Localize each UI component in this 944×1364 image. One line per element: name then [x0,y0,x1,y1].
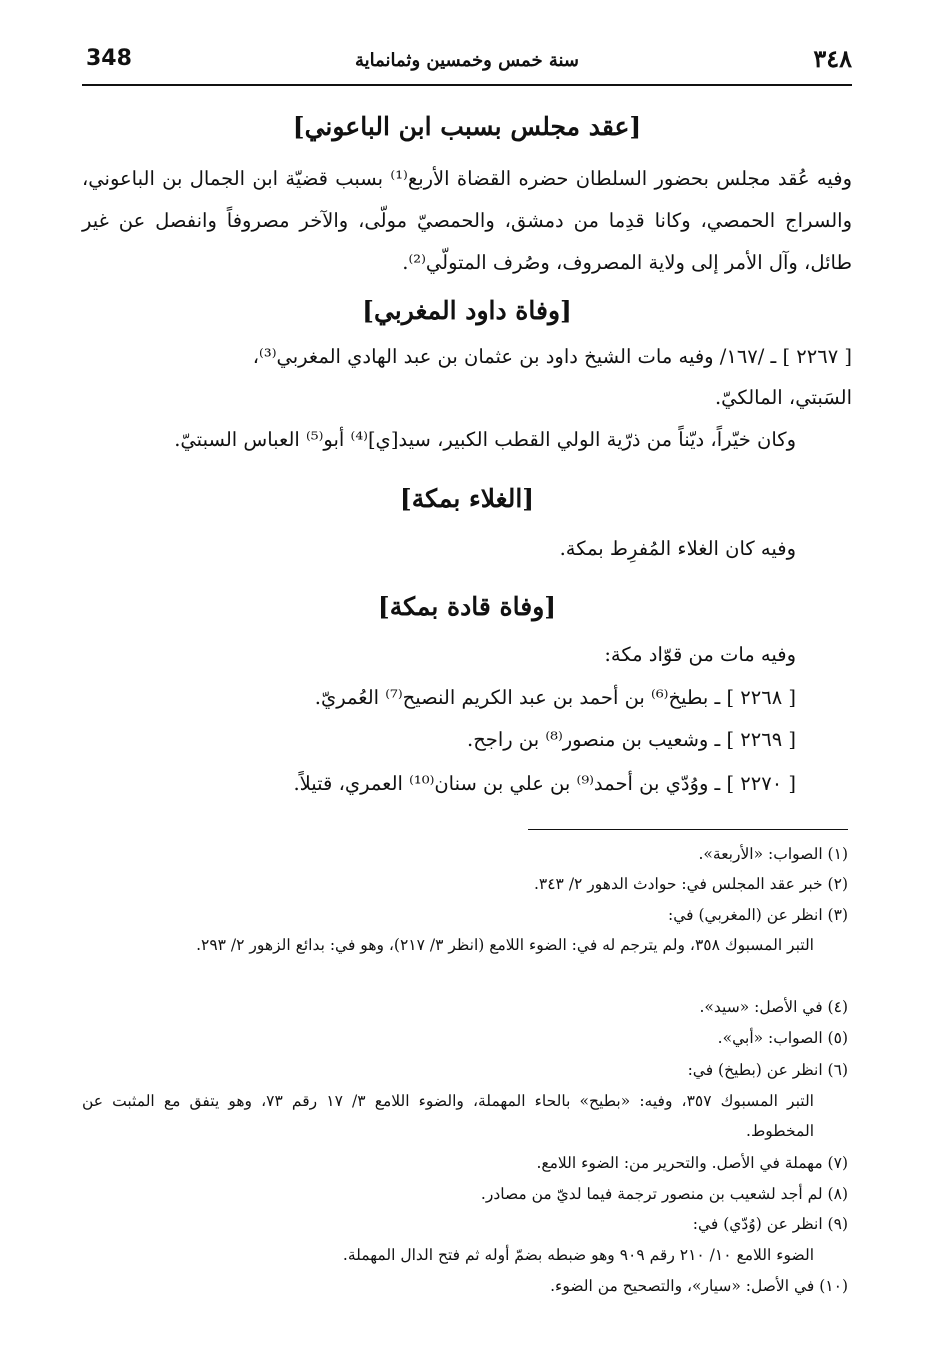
footnote: (٥) الصواب: «أبي». [717,1029,848,1047]
section-heading: [عقد مجلس بسبب ابن الباعوني] [292,112,642,141]
footnote: (٢) خبر عقد المجلس في: حوادث الدهور ٢/ ٣٤٣. [533,875,848,893]
page-number-latin: 348 [86,46,132,71]
running-title: سنة خمس وخمسين وثمانماية [354,50,579,71]
footnote: (١) الصواب: «الأربعة». [698,845,848,863]
entry-line: [ ٢٢٦٩ ] ـ وشعيب بن منصور⁽⁸⁾ بن راجح. [467,728,796,751]
entry-line: وفيه مات من قوّاد مكة: [604,643,796,666]
footnote-continuation: التبر المسبوك ٣٥٧، وفيه: «بطيح» بالحاء المهملة، والضوء اللامع ٣/ ١٧ رقم ٧٣، وهو يتفق مع المثبت عن المخطوط. [82,1092,814,1140]
section-heading: [الغلاء بمكة] [399,484,535,513]
footnote: (٣) انظر عن (المغربي) في: [668,906,848,924]
entry-line: [ ٢٢٦٧ ] ـ /١٦٧/ وفيه مات الشيخ داود بن عثمان بن عبد الهادي المغربي⁽³⁾، [252,345,852,368]
footnote: (٨) لم أجد لشعيب بن منصور ترجمة فيما لديّ من مصادر. [480,1185,848,1203]
footnote: (٦) انظر عن (بطيخ) في: [687,1061,848,1079]
footnote: (٤) في الأصل: «سيد». [699,998,848,1016]
footnote: (١٠) في الأصل: «سيار»، والتصحيح من الضوء. [550,1277,848,1295]
section-paragraph: وفيه عُقد مجلس بحضور السلطان حضره القضاة الأربع⁽¹⁾ بسبب قضيّة ابن الجمال بن الباعوني، والسراج الحمصي، وكانا قدِما من دمشق، والحمصيّ مولّى، والآخر مصروفاً وانفصل عن غير طائل، وآل الأمر إلى ولاية المصروف، وصُرف المتولّي⁽²⁾. [82,167,852,274]
footnote-divider [528,829,848,830]
entry-line: وكان خيّراً، ديّناً من ذرّية الولي القطب الكبير، سيد[ي]⁽⁴⁾ أبو⁽⁵⁾ العباس السبتيّ. [174,428,796,451]
running-header [82,44,852,86]
footnote-continuation: الضوء اللامع ١٠/ ٢١٠ رقم ٩٠٩ وهو ضبطه بضمّ أوله ثم فتح الدال المهملة. [342,1246,814,1264]
page-number-arabic: ٣٤٨ [813,44,852,73]
footnote: (٩) انظر عن (وُدّي) في: [692,1215,848,1233]
entry-line: السَبتي، المالكيّ. [714,386,852,409]
footnote: (٧) مهملة في الأصل. والتحرير من: الضوء اللامع. [536,1154,848,1172]
section-heading: [وفاة قادة بمكة] [377,592,557,621]
section-heading: [وفاة داود المغربي] [362,296,572,325]
entry-line: [ ٢٢٧٠ ] ـ ووُدّي بن أحمد⁽⁹⁾ بن علي بن سنان⁽¹⁰⁾ العمري، قتيلاً. [293,772,796,795]
entry-line: وفيه كان الغلاء المُفرِط بمكة. [559,537,796,560]
footnote-continuation: التبر المسبوك ٣٥٨، ولم يترجم له في: الضوء اللامع (انظر ٣/ ٢١٧)، وهو في: بدائع الزهور ٢/ ٢٩٣. [196,936,814,954]
entry-line: [ ٢٢٦٨ ] ـ بطيخ⁽⁶⁾ بن أحمد بن عبد الكريم النصيح⁽⁷⁾ العُمريّ. [314,686,796,709]
